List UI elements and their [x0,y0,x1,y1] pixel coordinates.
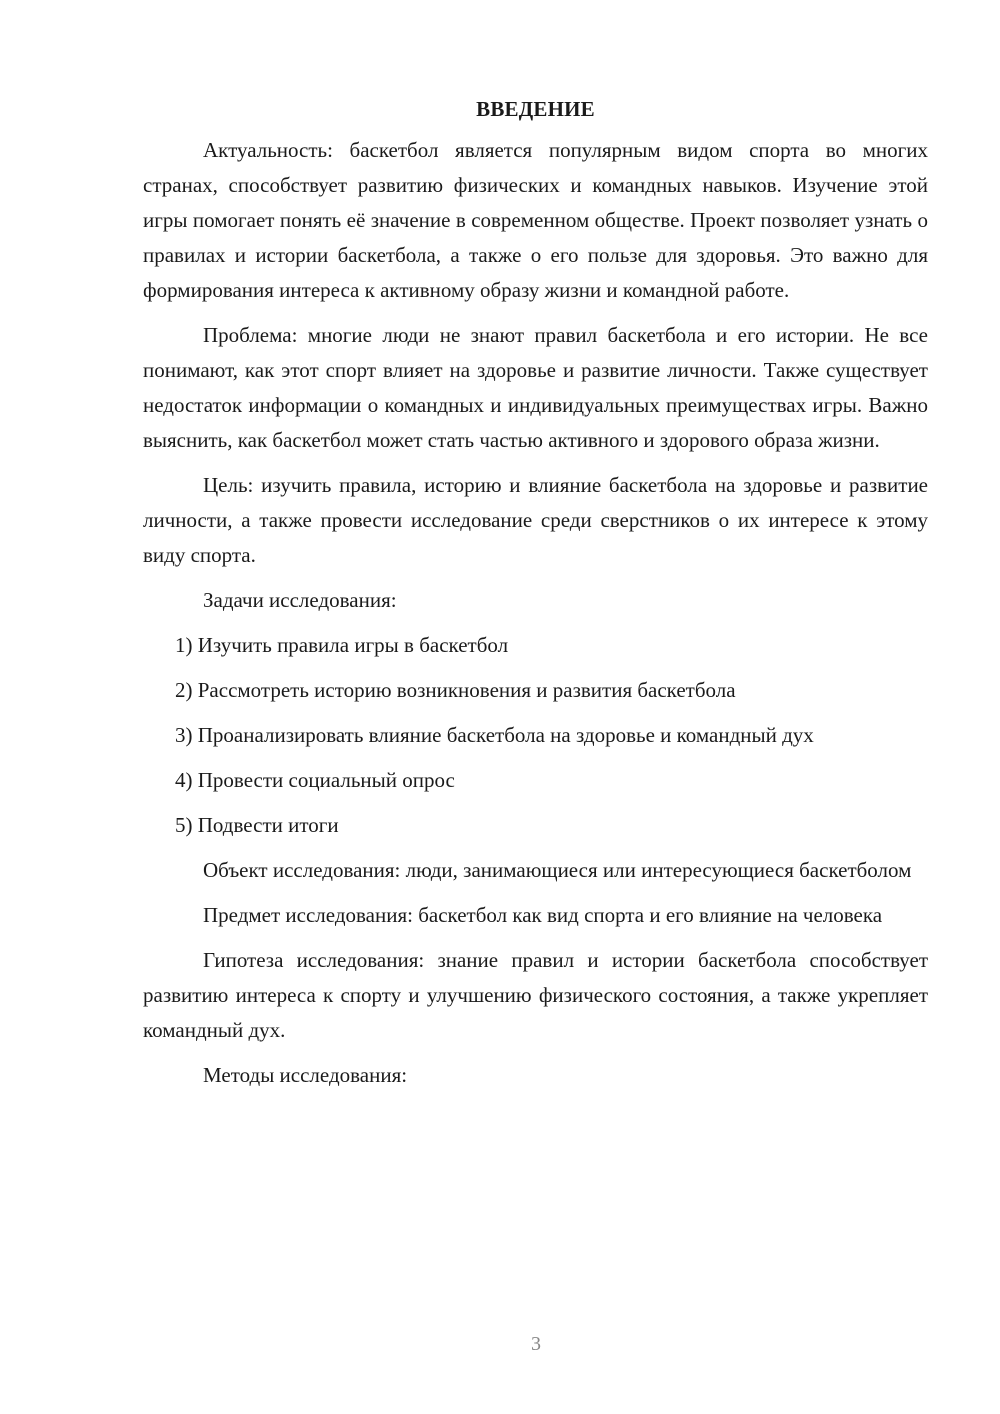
list-item: 3) Проанализировать влияние баскетбола на здоровье и командный дух [175,723,814,747]
page-number: 3 [531,1333,541,1355]
hypothesis-paragraph: Гипотеза исследования: знание правил и истории баскетбола способствует развитию интереса к спорту и улучшению физического состояния, а также укрепляет командный дух. [143,948,928,1042]
goal-paragraph: Цель: изучить правила, историю и влияние баскетбола на здоровье и развитие личности, а также провести исследование среди сверстников о их интересе к этому виду спорта. [143,473,928,567]
tasks-heading: Задачи исследования: [203,588,397,612]
methods-heading: Методы исследования: [203,1063,408,1087]
page-title: ВВЕДЕНИЕ [476,97,595,121]
problem-paragraph: Проблема: многие люди не знают правил баскетбола и его истории. Не все понимают, как этот спорт влияет на здоровье и развитие личности. Также существует недостаток информации о командных и индивидуальных преимуществах игры. Важно выяснить, как баскетбол может стать частью активного и здорового образа жизни. [143,323,928,452]
list-item: 5) Подвести итоги [175,813,339,837]
list-item: 1) Изучить правила игры в баскетбол [175,633,509,657]
relevance-paragraph: Актуальность: баскетбол является популярным видом спорта во многих странах, способствует развитию физических и командных навыков. Изучение этой игры помогает понять её значение в современном обществе. Проект позволяет узнать о правилах и истории баскетбола, а также о его пользе для здоровья. Это важно для формирования интереса к активному образу жизни и командной работе. [143,138,928,302]
list-item: 4) Провести социальный опрос [175,768,455,792]
list-item: 2) Рассмотреть историю возникновения и развития баскетбола [175,678,736,702]
object-paragraph: Объект исследования: люди, занимающиеся или интересующиеся баскетболом [203,858,912,882]
subject-paragraph: Предмет исследования: баскетбол как вид спорта и его влияние на человека [203,903,883,927]
tasks-list [143,628,928,843]
document-page [143,92,928,1103]
